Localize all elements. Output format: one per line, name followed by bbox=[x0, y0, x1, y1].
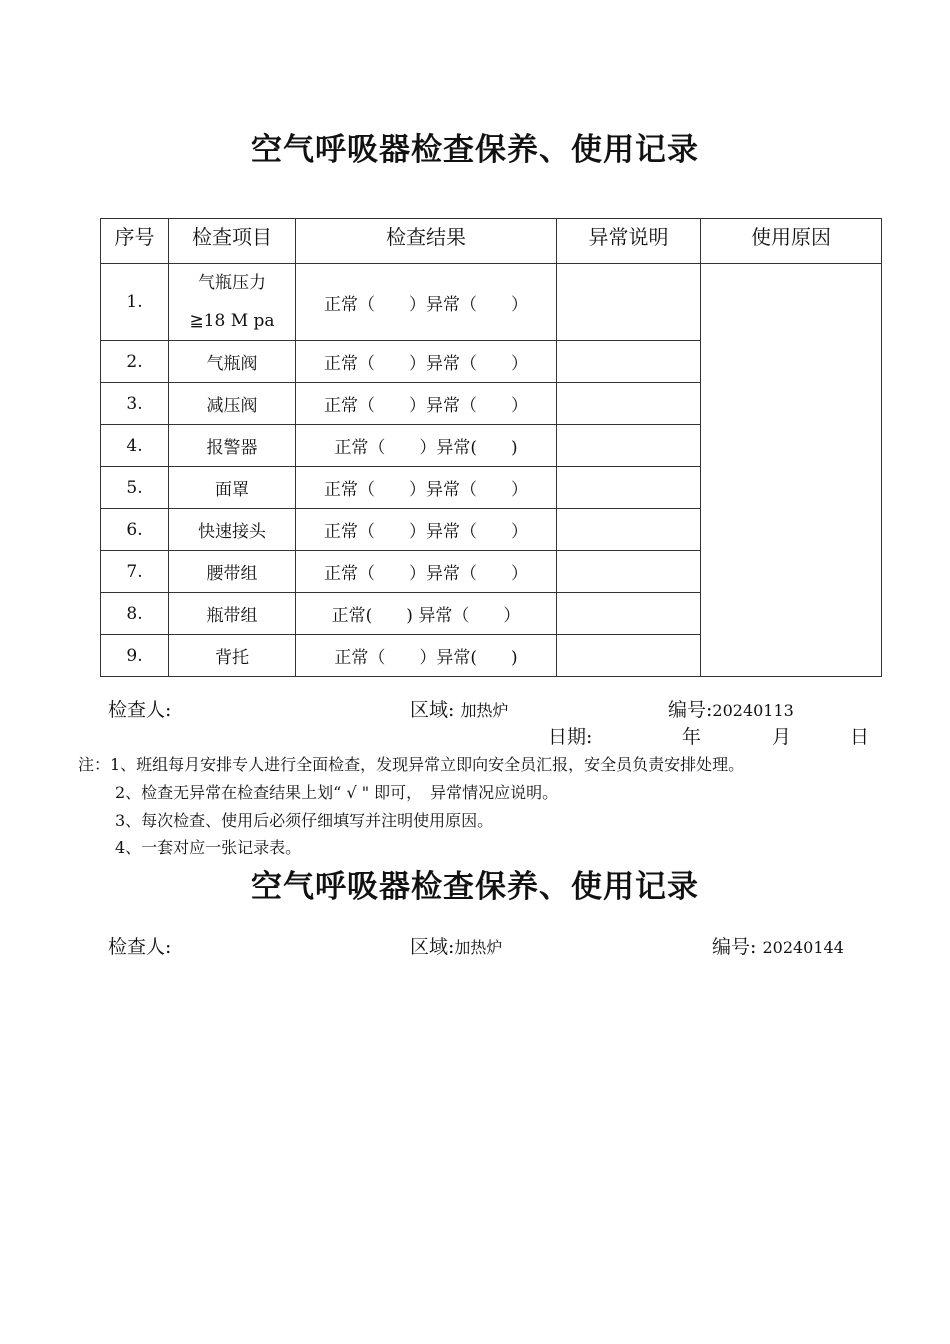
row-serial: 2. bbox=[101, 341, 169, 383]
row-item bbox=[169, 264, 296, 341]
row-result[interactable]: 正常（ ）异常（ ） bbox=[296, 551, 557, 593]
area-field bbox=[410, 697, 508, 724]
row-abnormal-note[interactable] bbox=[557, 383, 701, 425]
row-item: 气瓶阀 bbox=[169, 341, 296, 383]
row-item: 减压阀 bbox=[169, 383, 296, 425]
date-day: 日 bbox=[850, 726, 870, 748]
header-result: 检查结果 bbox=[296, 219, 557, 264]
row-serial: 7. bbox=[101, 551, 169, 593]
number-value-2: 20240144 bbox=[762, 938, 844, 957]
row-serial: 1. bbox=[101, 264, 169, 341]
row-result[interactable]: 正常（ ）异常（ ） bbox=[296, 509, 557, 551]
note-line-4: 4、一套对应一张记录表。 bbox=[115, 838, 302, 857]
table-header-row bbox=[101, 219, 882, 264]
area-label-2: 区域: bbox=[410, 936, 455, 958]
date-label: 日期: bbox=[548, 726, 593, 748]
row-result[interactable]: 正常( ) 异常（ ） bbox=[296, 593, 557, 635]
second-page-title: 空气呼吸器检查保养、使用记录 bbox=[251, 869, 699, 905]
row-abnormal-note[interactable] bbox=[557, 264, 701, 341]
area-value-2: 加热炉 bbox=[454, 938, 503, 957]
note-line-2: 2、检查无异常在检查结果上划“ √ " 即可， 异常情况应说明。 bbox=[115, 783, 559, 802]
row-abnormal-note[interactable] bbox=[557, 425, 701, 467]
row-result[interactable]: 正常（ ）异常（ ） bbox=[296, 264, 557, 341]
row-serial: 4. bbox=[101, 425, 169, 467]
row-item-line2: ≧18 M pa bbox=[189, 311, 275, 331]
row-serial: 3. bbox=[101, 383, 169, 425]
row-item: 瓶带组 bbox=[169, 593, 296, 635]
note-line-3: 3、每次检查、使用后必须仔细填写并注明使用原因。 bbox=[115, 811, 494, 830]
number-field bbox=[668, 697, 794, 724]
table-row bbox=[101, 264, 882, 341]
number-field-2 bbox=[712, 934, 844, 961]
row-serial: 9. bbox=[101, 635, 169, 677]
number-label-2: 编号: bbox=[712, 936, 757, 958]
inspector-label-2: 检查人: bbox=[108, 936, 172, 958]
row-serial: 5. bbox=[101, 467, 169, 509]
usage-reason-cell[interactable] bbox=[701, 264, 882, 677]
row-item: 报警器 bbox=[169, 425, 296, 467]
row-abnormal-note[interactable] bbox=[557, 635, 701, 677]
area-value: 加热炉 bbox=[460, 701, 509, 720]
header-usage-reason: 使用原因 bbox=[701, 219, 882, 264]
row-result[interactable]: 正常（ ）异常（ ） bbox=[296, 341, 557, 383]
row-abnormal-note[interactable] bbox=[557, 551, 701, 593]
row-result[interactable]: 正常（ ）异常( ) bbox=[296, 635, 557, 677]
row-result[interactable]: 正常（ ）异常（ ） bbox=[296, 383, 557, 425]
header-item: 检查项目 bbox=[169, 219, 296, 264]
row-abnormal-note[interactable] bbox=[557, 341, 701, 383]
area-label: 区域: bbox=[410, 699, 455, 721]
row-result[interactable]: 正常（ ）异常（ ） bbox=[296, 467, 557, 509]
row-serial: 6. bbox=[101, 509, 169, 551]
date-month: 月 bbox=[772, 726, 792, 748]
row-abnormal-note[interactable] bbox=[557, 593, 701, 635]
row-item: 腰带组 bbox=[169, 551, 296, 593]
row-result[interactable]: 正常（ ）异常( ) bbox=[296, 425, 557, 467]
row-abnormal-note[interactable] bbox=[557, 509, 701, 551]
number-label: 编号: bbox=[668, 699, 713, 721]
row-item-line1: 气瓶压力 bbox=[198, 273, 266, 293]
header-abnormal-note: 异常说明 bbox=[557, 219, 701, 264]
row-item: 快速接头 bbox=[169, 509, 296, 551]
row-item: 背托 bbox=[169, 635, 296, 677]
number-value: 20240113 bbox=[712, 701, 794, 720]
area-field-2 bbox=[410, 934, 502, 961]
date-year: 年 bbox=[682, 726, 702, 748]
header-serial: 序号 bbox=[101, 219, 169, 264]
row-item: 面罩 bbox=[169, 467, 296, 509]
page-title: 空气呼吸器检查保养、使用记录 bbox=[251, 132, 699, 168]
note-line-1: 注：1、班组每月安排专人进行全面检查，发现异常立即向安全员汇报，安全员负责安排处理。 bbox=[78, 755, 745, 774]
row-serial: 8. bbox=[101, 593, 169, 635]
inspection-table bbox=[100, 218, 882, 677]
inspector-label: 检查人: bbox=[108, 699, 172, 721]
row-abnormal-note[interactable] bbox=[557, 467, 701, 509]
